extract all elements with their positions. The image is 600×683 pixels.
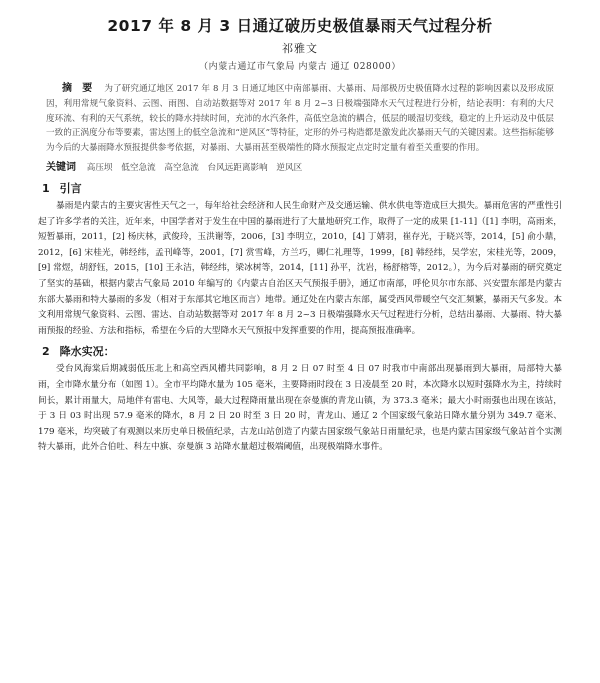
keywords-label: 关键词 bbox=[46, 161, 76, 173]
section-heading-intro bbox=[42, 180, 554, 196]
section-number: 1 bbox=[42, 181, 50, 195]
keyword: 逆风区 bbox=[276, 162, 303, 173]
section-title: 引言 bbox=[59, 181, 82, 195]
section-heading-precipitation bbox=[42, 343, 554, 359]
abstract-label: 摘 要 bbox=[62, 83, 93, 94]
abstract-text: 为了研究通辽地区 2017 年 8 月 3 日通辽地区中南部暴雨、大暴雨、局部极历史极值降水过程的影响因素以及形成原因，利用常规气象资料、云图、雨图、自动站数据等对 2017 年 8 月 2~3 日极端强降水天气过程进行分析，结论表明：有利的大尺度环流、有利的天气系统，较长的降水持续时间，充沛的水汽条件，高低空急流的耦合，低层的暖湿切变线，稳定的上升运动及中低层一致的正涡度分布等要素，雷达图上的低空急流和“逆风区”等特征，定形的外弓构造都是激发此次暴雨天气的关键因素。这些指标能够为今后的大暴雨降水预报提供参考依据，对暴雨、大暴雨甚至极端性的降水预报定点定时定量有着至关重要的作用。 bbox=[46, 84, 555, 154]
intro-paragraph: 暴雨是内蒙古的主要灾害性天气之一，每年给社会经济和人民生命财产及交通运输、供水供电等造成巨大损失。暴雨危害的严重性引起了许多学者的关注，近年来，中国学者对于发生在中国的暴雨进行了大量地研究工作，取得了一定的成果 [1-11]（[1] 李明，高雨来，短暂暴雨，2011，[2] 杨庆林，武俊玲，玉洪谢等，2006，[3] 李明立，2010，[4] 丁婧羽，崔存光，于晓兴等，2014，[5] 俞小鼎，2012，[6] 宋桂光，韩经纬，孟刊峰等，2001，[7] 赏雪峰，方兰巧，卿仁礼理等，1999，[8] 韩经纬，吴学宏，宋桂光等，2009，[9] 常煜，胡舒钰，2015，[10] 王永洁，韩经纬，梁冰树等，2014，[11] 孙平，沈岩，杨舒榕等，2012。），为今后对暴雨的研究奠定了坚实的基础，根据内蒙古气象局 2010 年编写的《内蒙古自治区天气预报手册》，通辽市南部，呼伦贝尔市东部、兴安盟东部是内蒙古东部大暴雨和特大暴雨的多发（相对于东部其它地区而言）地带。通辽处在内蒙古东部，属受西风带暖空气交汇频繁，暴雨天气多发。本文利用常规气象资料、云图、雷达、自动站数据等对 2017 年 8 月 2~3 日极端强降水天气过程进行分析，总结出暴雨、大暴雨、特大暴雨预报的经验、方法和指标，希望在今后的大型降水天气预报中发挥重要的作用，提高预报准确率。 bbox=[38, 200, 562, 336]
keywords bbox=[46, 160, 554, 176]
section-number: 2 bbox=[42, 345, 50, 359]
keyword: 高压坝 bbox=[86, 162, 113, 173]
author-name: 祁雅文 bbox=[282, 42, 318, 55]
precipitation-paragraph: 受台风海棠后期减弱低压北上和高空西风槽共同影响，8 月 2 日 07 时至 4 日 07 时我市中南部出现暴雨到大暴雨，局部特大暴雨，全市降水量分布（如图 1）。全市平均降水量为 105 毫米，主要降雨时段在 3 日凌晨至 20 时，本次降水以短时强降水为主，持续时间长，累计雨量大，局地伴有雷电、大风等，最大过程降雨量出现在奈曼旗的青龙山镇，为 373.3 毫米；最大小时雨强也出现在该站，于 3 日 03 时出现 57.9 毫米的降水，8 月 2 日 20 时至 3 日 20 时，青龙山、通辽 2 个国家级气象站日降水量分别为 349.7 毫米、179 毫米，均突破了有观测以来历史单日极值纪录，古龙山站创造了内蒙古国家级气象站日雨量纪录，也是内蒙古国家级气象站首个实测特大暴雨，此外合伯吐、科左中旗、奈曼旗 3 站降水量超过极端阈值，出现极端降水事件。 bbox=[38, 364, 562, 453]
paper-title: 2017 年 8 月 3 日通辽破历史极值暴雨天气过程分析 bbox=[107, 17, 493, 35]
section-title: 降水实况： bbox=[59, 345, 115, 359]
keyword: 低空急流 bbox=[121, 162, 156, 173]
abstract bbox=[46, 82, 554, 156]
keyword: 台风远距离影响 bbox=[207, 162, 268, 173]
author-affiliation: （内蒙古通辽市气象局 内蒙古 通辽 028000） bbox=[199, 62, 401, 72]
keyword: 高空急流 bbox=[164, 162, 199, 173]
